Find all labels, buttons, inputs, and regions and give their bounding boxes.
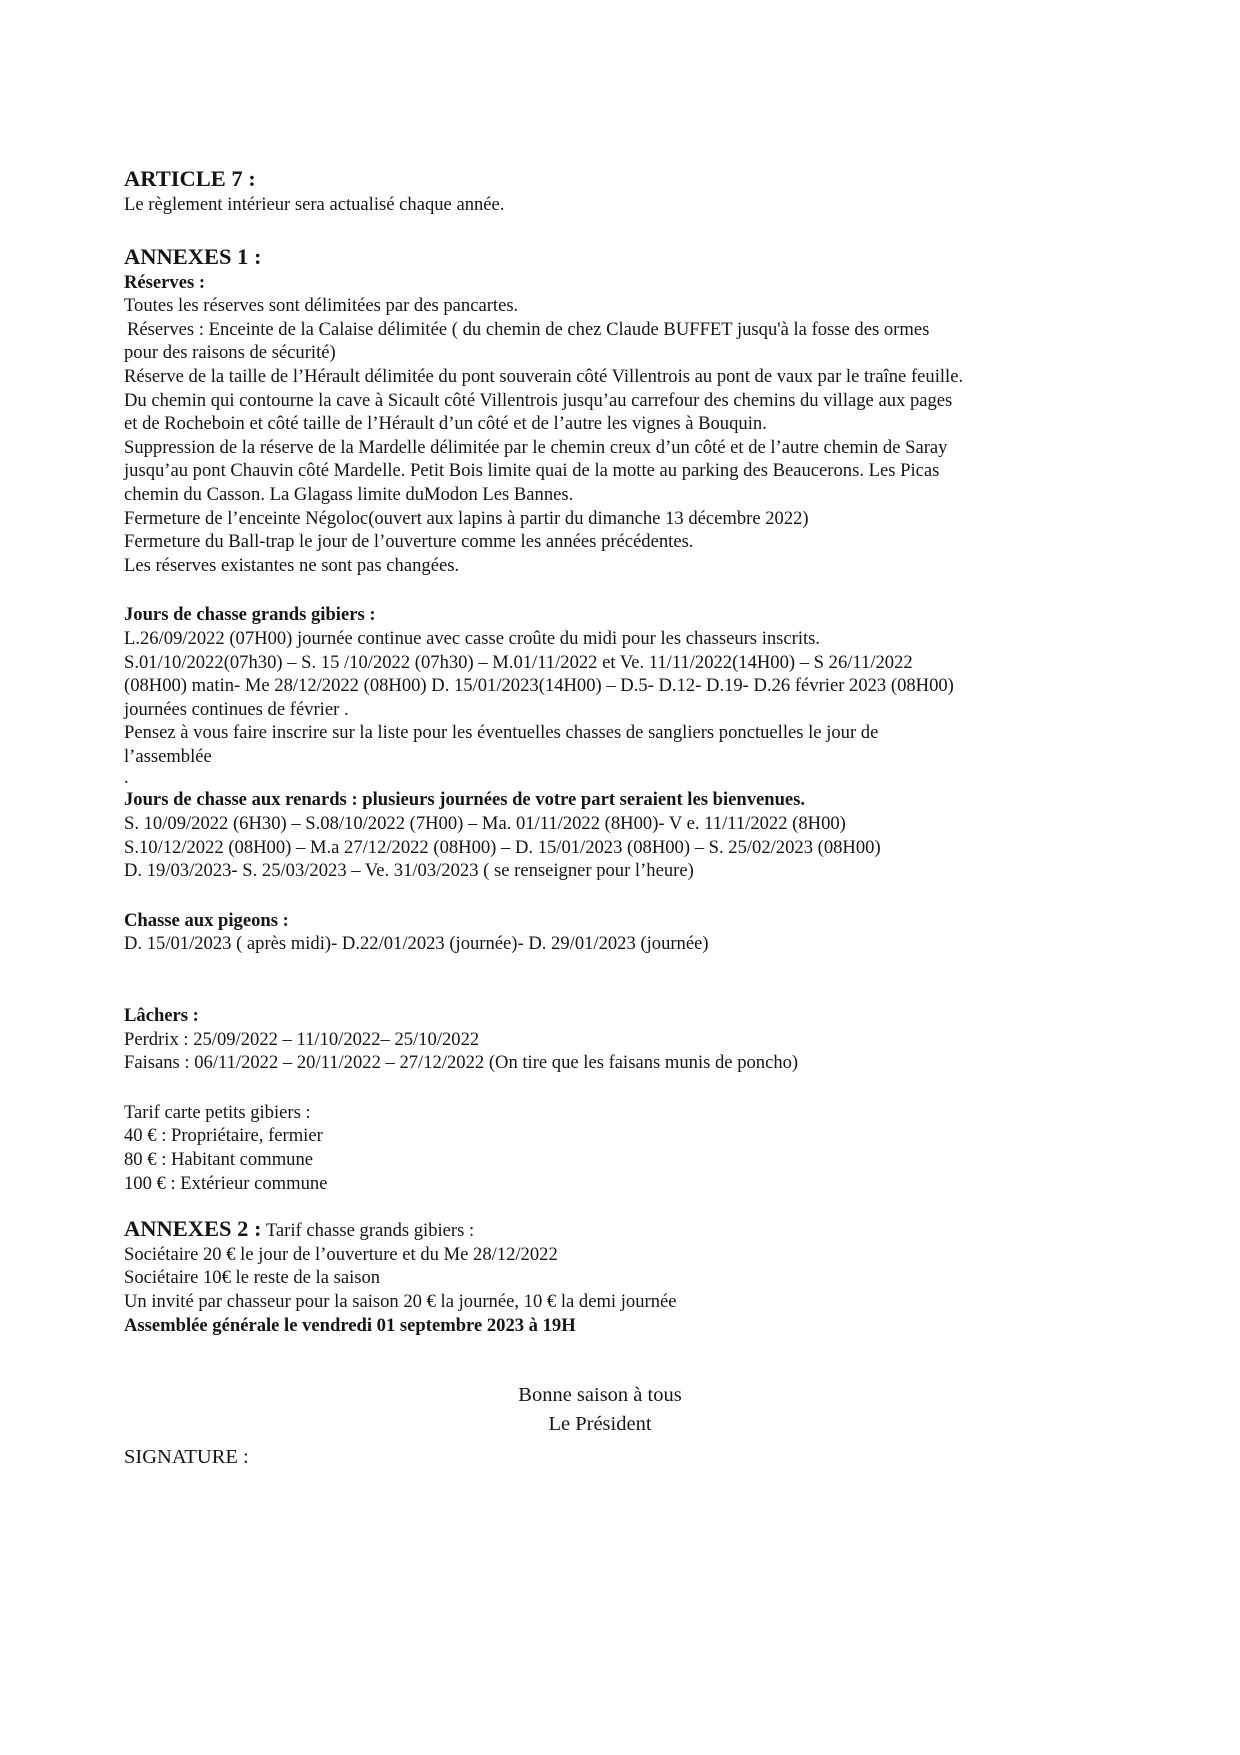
stray-mark: . (124, 767, 129, 789)
pigeons-line: D. 15/01/2023 ( après midi)- D.22/01/2023 (journée)- D. 29/01/2023 (journée) (124, 933, 709, 955)
lachers-heading: Lâchers : (124, 1005, 199, 1027)
tarif-line: 80 € : Habitant commune (124, 1149, 313, 1170)
assemblee-generale: Assemblée générale le vendredi 01 septembre 2023 à 19H (124, 1314, 576, 1336)
closing-greeting: Bonne saison à tous (518, 1384, 682, 1406)
renards-line: D. 19/03/2023- S. 25/03/2023 – Ve. 31/03/2023 ( se renseigner pour l’heure) (124, 860, 694, 882)
tarif-line: 100 € : Extérieur commune (124, 1172, 328, 1194)
reserves-heading: Réserves : (124, 271, 206, 293)
closing-block (480, 1381, 720, 1439)
annexes-2-header (124, 1217, 1084, 1243)
article-7-text: Le règlement intérieur sera actualisé chaque année. (124, 194, 505, 215)
reserves-line: Fermeture de l’enceinte Négoloc(ouvert aux lapins à partir du dimanche 13 décembre 2022) (124, 507, 809, 529)
reserves-line: et de Rocheboin et côté taille de l’Hérault d’un côté et de l’autre les vignes à Bouquin. (124, 413, 767, 435)
grands-gibiers-line: journées continues de février . (124, 698, 349, 720)
tarif-petits-heading: Tarif carte petits gibiers : (124, 1101, 311, 1123)
reserves-line: Les réserves existantes ne sont pas changées. (124, 554, 460, 576)
annexes-2-line: Un invité par chasseur pour la saison 20 € la journée, 10 € la demi journée (124, 1290, 677, 1312)
reserves-line: Suppression de la réserve de la Mardelle délimitée par le chemin creux d’un côté et de l’autre chemin de Saray (124, 436, 948, 458)
pigeons-heading: Chasse aux pigeons : (124, 909, 289, 931)
grands-gibiers-heading: Jours de chasse grands gibiers : (124, 604, 376, 626)
grands-gibiers-line: Pensez à vous faire inscrire sur la liste pour les éventuelles chasses de sangliers ponctuelles le jour de (124, 722, 879, 744)
annexes-2-title: ANNEXES 2 : (124, 1216, 262, 1242)
lachers-line: Faisans : 06/11/2022 – 20/11/2022 – 27/12/2022 (On tire que les faisans munis de poncho) (124, 1052, 799, 1074)
lachers-line: Perdrix : 25/09/2022 – 11/10/2022– 25/10/2022 (124, 1028, 480, 1050)
annexes-2-line: Sociétaire 10€ le reste de la saison (124, 1267, 381, 1289)
grands-gibiers-line: l’assemblée (124, 745, 212, 767)
article-7-title: ARTICLE 7 : (124, 166, 256, 191)
lachers-section (124, 1028, 1084, 1075)
renards-line: S. 10/09/2022 (6H30) – S.08/10/2022 (7H00) – Ma. 01/11/2022 (8H00)- V e. 11/11/2022 (8H00) (124, 813, 846, 835)
tarif-line: 40 € : Propriétaire, fermier (124, 1125, 323, 1147)
reserves-line: Fermeture du Ball-trap le jour de l’ouverture comme les années précédentes. (124, 531, 694, 553)
renards-section (124, 812, 1084, 883)
annexes-2-intro: Tarif chasse grands gibiers : (265, 1220, 475, 1242)
signature-label: SIGNATURE : (124, 1446, 249, 1468)
reserves-section (124, 294, 1084, 577)
renards-heading: Jours de chasse aux renards : plusieurs journées de votre part seraient les bienvenues. (124, 789, 806, 811)
annexes-2-section (124, 1243, 1084, 1314)
grands-gibiers-line: L.26/09/2022 (07H00) journée continue avec casse croûte du midi pour les chasseurs inscrits. (124, 627, 821, 649)
annexes-2-line: Sociétaire 20 € le jour de l’ouverture et du Me 28/12/2022 (124, 1243, 558, 1265)
grands-gibiers-line: S.01/10/2022(07h30) – S. 15 /10/2022 (07h30) – M.01/11/2022 et Ve. 11/11/2022(14H00) – S 26/11/2022 (124, 651, 913, 673)
grands-gibiers-line: (08H00) matin- Me 28/12/2022 (08H00) D. 15/01/2023(14H00) – D.5- D.12- D.19- D.26 février 2023 (08H00) (124, 675, 954, 697)
renards-line: S.10/12/2022 (08H00) – M.a 27/12/2022 (08H00) – D. 15/01/2023 (08H00) – S. 25/02/2023 (08H00) (124, 836, 881, 858)
reserves-line: Réserves : Enceinte de la Calaise délimitée ( du chemin de chez Claude BUFFET jusqu'à la fosse des ormes (127, 318, 930, 340)
reserves-line: Toutes les réserves sont délimitées par des pancartes. (124, 295, 519, 317)
reserves-line: jusqu’au pont Chauvin côté Mardelle. Petit Bois limite quai de la motte au parking des Beaucerons. Les Picas (124, 460, 940, 482)
reserves-line: Réserve de la taille de l’Hérault délimitée du pont souverain côté Villentrois au pont de vaux par le traîne feuille. (124, 365, 964, 387)
document-body (124, 165, 1084, 1337)
grands-gibiers-section (124, 627, 1084, 769)
reserves-line: chemin du Casson. La Glagass limite duModon Les Bannes. (124, 483, 574, 505)
closing-president: Le Président (548, 1413, 652, 1435)
annexes-1-title: ANNEXES 1 : (124, 243, 262, 269)
reserves-line: pour des raisons de sécurité) (124, 342, 336, 364)
reserves-line: Du chemin qui contourne la cave à Sicault côté Villentrois jusqu’au carrefour des chemins du village aux pages (124, 389, 953, 411)
tarif-petits-section (124, 1124, 1084, 1195)
